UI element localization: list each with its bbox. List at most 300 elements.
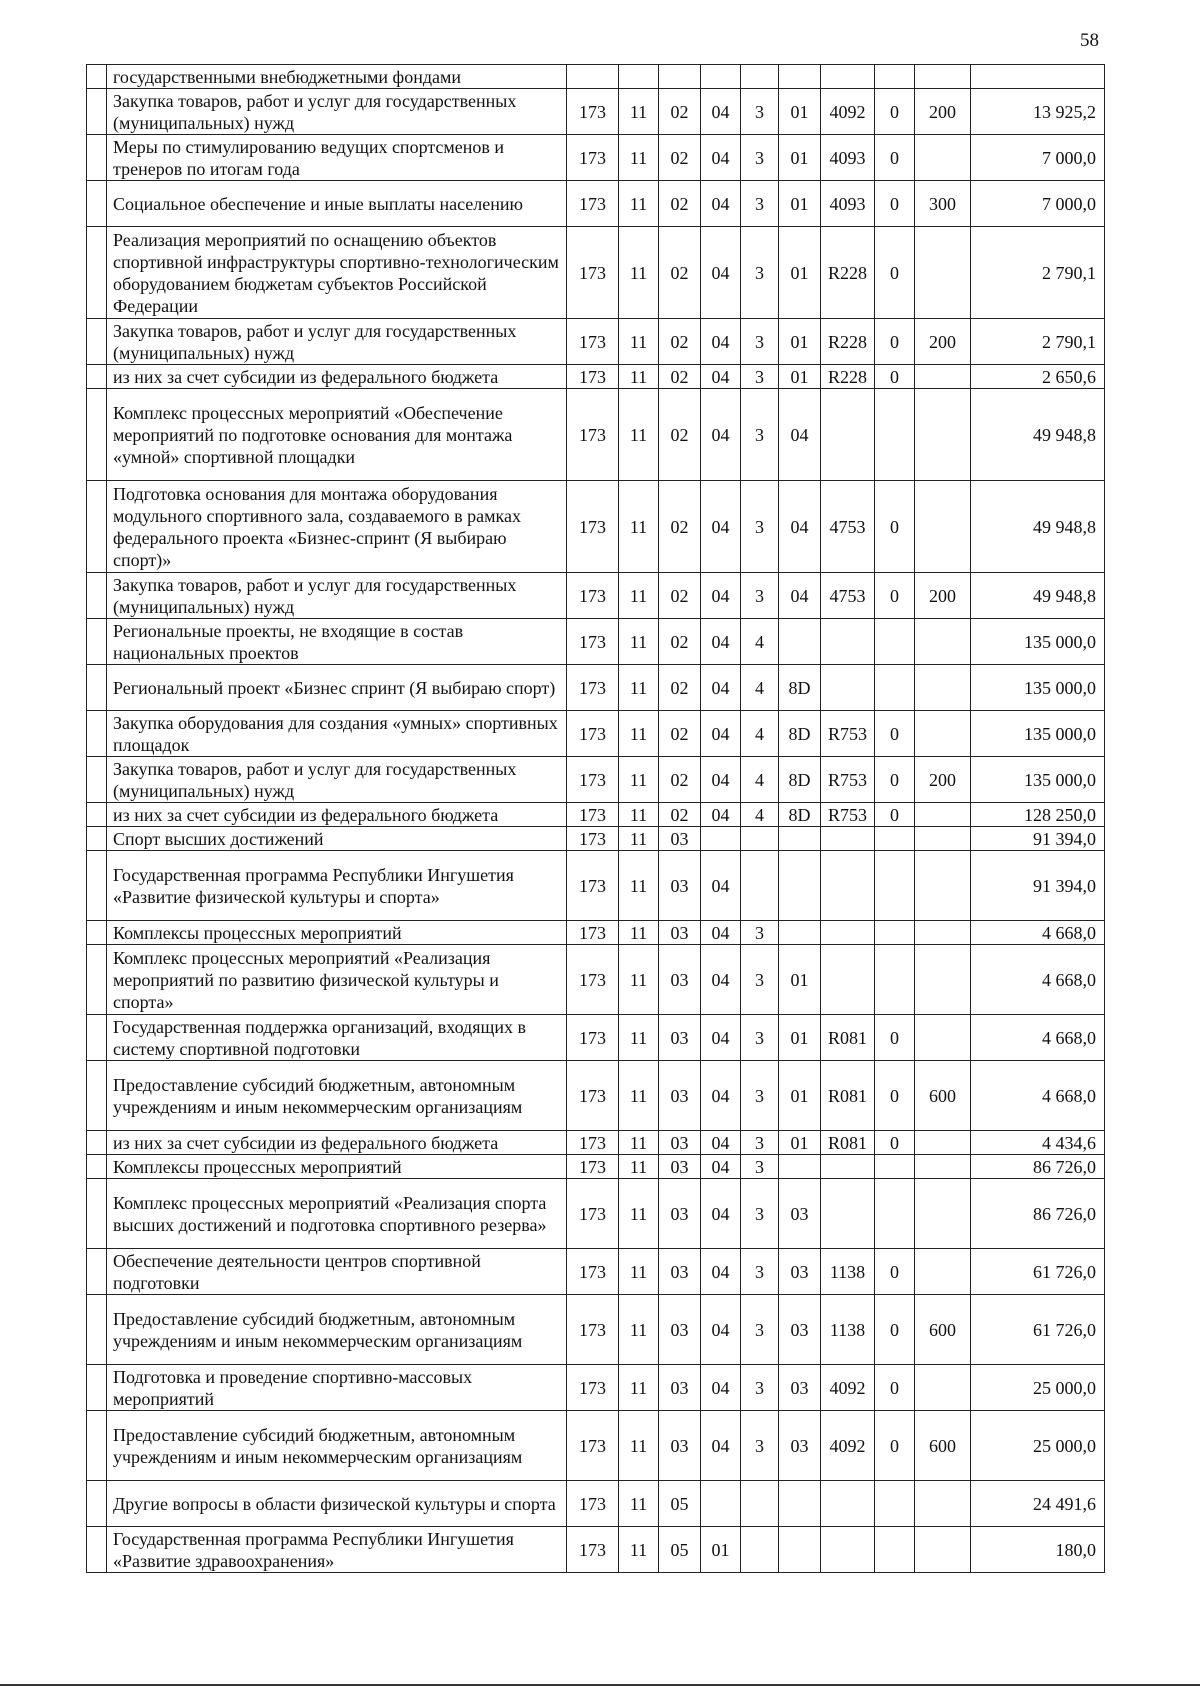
code-cell-c1: 173 xyxy=(567,803,619,827)
code-cell-c5: 3 xyxy=(741,945,779,1015)
row-amount: 4 668,0 xyxy=(971,921,1105,945)
code-cell-c8: 0 xyxy=(875,711,915,757)
code-cell-c2: 11 xyxy=(619,1155,659,1179)
code-cell-c9 xyxy=(915,1527,971,1573)
code-cell-c6 xyxy=(779,65,821,89)
code-cell-c1: 173 xyxy=(567,1481,619,1527)
code-cell-c8 xyxy=(875,1527,915,1573)
code-cell-c7 xyxy=(821,619,875,665)
code-cell-c3: 02 xyxy=(659,573,701,619)
code-cell-c8: 0 xyxy=(875,365,915,389)
code-cell-c5: 3 xyxy=(741,89,779,135)
row-index-cell xyxy=(87,945,107,1015)
row-name: Подготовка и проведение спортивно-массовых мероприятий xyxy=(107,1365,567,1411)
row-index-cell xyxy=(87,181,107,227)
code-cell-c5: 3 xyxy=(741,1061,779,1131)
code-cell-c9 xyxy=(915,1015,971,1061)
code-cell-c3 xyxy=(659,65,701,89)
code-cell-c1: 173 xyxy=(567,619,619,665)
row-name: Реализация мероприятий по оснащению объектов спортивной инфраструктуры спортивно-технологическим оборудованием бюджетам субъектов Российской Федерации xyxy=(107,227,567,319)
row-name: из них за счет субсидии из федерального бюджета xyxy=(107,365,567,389)
code-cell-c5 xyxy=(741,827,779,851)
row-name: Спорт высших достижений xyxy=(107,827,567,851)
code-cell-c5: 4 xyxy=(741,619,779,665)
code-cell-c5: 3 xyxy=(741,1155,779,1179)
table-row xyxy=(87,227,1105,319)
row-name: Государственная программа Республики Ингушетия «Развитие здравоохранения» xyxy=(107,1527,567,1573)
row-name: Комплексы процессных мероприятий xyxy=(107,1155,567,1179)
code-cell-c3: 03 xyxy=(659,1411,701,1481)
code-cell-c4: 04 xyxy=(701,1365,741,1411)
code-cell-c1: 173 xyxy=(567,1527,619,1573)
code-cell-c7: 4753 xyxy=(821,573,875,619)
code-cell-c7 xyxy=(821,1527,875,1573)
row-name: Государственная программа Республики Ингушетия «Развитие физической культуры и спорта» xyxy=(107,851,567,921)
row-index-cell xyxy=(87,481,107,573)
table-row xyxy=(87,389,1105,481)
code-cell-c4: 04 xyxy=(701,135,741,181)
code-cell-c2: 11 xyxy=(619,573,659,619)
row-name: Региональные проекты, не входящие в состав национальных проектов xyxy=(107,619,567,665)
code-cell-c8: 0 xyxy=(875,1131,915,1155)
code-cell-c4: 04 xyxy=(701,1249,741,1295)
code-cell-c5: 3 xyxy=(741,1131,779,1155)
code-cell-c2: 11 xyxy=(619,1131,659,1155)
code-cell-c3: 02 xyxy=(659,135,701,181)
row-amount: 135 000,0 xyxy=(971,757,1105,803)
code-cell-c5: 4 xyxy=(741,803,779,827)
code-cell-c7: 4092 xyxy=(821,89,875,135)
code-cell-c8 xyxy=(875,665,915,711)
code-cell-c3: 03 xyxy=(659,1015,701,1061)
code-cell-c1: 173 xyxy=(567,665,619,711)
code-cell-c9: 200 xyxy=(915,89,971,135)
code-cell-c8: 0 xyxy=(875,1411,915,1481)
code-cell-c4: 04 xyxy=(701,711,741,757)
code-cell-c8: 0 xyxy=(875,319,915,365)
code-cell-c7: 4753 xyxy=(821,481,875,573)
code-cell-c7 xyxy=(821,389,875,481)
row-name: Закупка товаров, работ и услуг для государственных (муниципальных) нужд xyxy=(107,319,567,365)
code-cell-c4: 04 xyxy=(701,945,741,1015)
code-cell-c6: 04 xyxy=(779,481,821,573)
row-index-cell xyxy=(87,1061,107,1131)
table-row xyxy=(87,827,1105,851)
code-cell-c8 xyxy=(875,1481,915,1527)
code-cell-c6: 01 xyxy=(779,319,821,365)
code-cell-c7: 4093 xyxy=(821,135,875,181)
code-cell-c3: 02 xyxy=(659,181,701,227)
code-cell-c6 xyxy=(779,1481,821,1527)
code-cell-c1: 173 xyxy=(567,851,619,921)
code-cell-c5: 3 xyxy=(741,921,779,945)
code-cell-c6: 03 xyxy=(779,1411,821,1481)
code-cell-c8 xyxy=(875,1155,915,1179)
code-cell-c9 xyxy=(915,135,971,181)
row-index-cell xyxy=(87,365,107,389)
table-row xyxy=(87,945,1105,1015)
code-cell-c7: R228 xyxy=(821,365,875,389)
code-cell-c8 xyxy=(875,1179,915,1249)
code-cell-c2: 11 xyxy=(619,319,659,365)
code-cell-c1: 173 xyxy=(567,1061,619,1131)
row-index-cell xyxy=(87,827,107,851)
row-index-cell xyxy=(87,65,107,89)
row-index-cell xyxy=(87,1365,107,1411)
code-cell-c2: 11 xyxy=(619,711,659,757)
code-cell-c1: 173 xyxy=(567,573,619,619)
row-index-cell xyxy=(87,1295,107,1365)
row-amount: 4 668,0 xyxy=(971,1015,1105,1061)
row-index-cell xyxy=(87,227,107,319)
code-cell-c4: 04 xyxy=(701,803,741,827)
code-cell-c4: 04 xyxy=(701,619,741,665)
budget-table xyxy=(86,64,1105,1573)
code-cell-c4: 04 xyxy=(701,1411,741,1481)
code-cell-c6: 8D xyxy=(779,757,821,803)
table-row xyxy=(87,1249,1105,1295)
code-cell-c6: 8D xyxy=(779,803,821,827)
code-cell-c6: 01 xyxy=(779,89,821,135)
row-index-cell xyxy=(87,711,107,757)
code-cell-c8: 0 xyxy=(875,1249,915,1295)
row-amount: 7 000,0 xyxy=(971,135,1105,181)
code-cell-c3: 03 xyxy=(659,1061,701,1131)
table-row xyxy=(87,1481,1105,1527)
bottom-rule xyxy=(0,1684,1200,1686)
code-cell-c9: 600 xyxy=(915,1411,971,1481)
code-cell-c3: 03 xyxy=(659,1295,701,1365)
code-cell-c1: 173 xyxy=(567,481,619,573)
code-cell-c4: 04 xyxy=(701,89,741,135)
code-cell-c7 xyxy=(821,851,875,921)
code-cell-c3: 02 xyxy=(659,757,701,803)
row-amount: 135 000,0 xyxy=(971,619,1105,665)
code-cell-c8: 0 xyxy=(875,1295,915,1365)
code-cell-c1: 173 xyxy=(567,89,619,135)
code-cell-c4: 04 xyxy=(701,573,741,619)
code-cell-c6 xyxy=(779,851,821,921)
code-cell-c3: 03 xyxy=(659,1179,701,1249)
code-cell-c5: 3 xyxy=(741,365,779,389)
code-cell-c7: R753 xyxy=(821,711,875,757)
code-cell-c6: 03 xyxy=(779,1179,821,1249)
code-cell-c4: 04 xyxy=(701,757,741,803)
code-cell-c4: 04 xyxy=(701,1015,741,1061)
code-cell-c5 xyxy=(741,851,779,921)
row-name: Комплекс процессных мероприятий «Обеспечение мероприятий по подготовке основания для монтажа «умной» спортивной площадки xyxy=(107,389,567,481)
table-row xyxy=(87,573,1105,619)
row-index-cell xyxy=(87,619,107,665)
code-cell-c5: 3 xyxy=(741,1179,779,1249)
code-cell-c1: 173 xyxy=(567,1365,619,1411)
code-cell-c9 xyxy=(915,365,971,389)
code-cell-c9 xyxy=(915,1481,971,1527)
code-cell-c2: 11 xyxy=(619,1365,659,1411)
code-cell-c2: 11 xyxy=(619,1015,659,1061)
code-cell-c6: 04 xyxy=(779,573,821,619)
code-cell-c3: 02 xyxy=(659,803,701,827)
table-row xyxy=(87,711,1105,757)
table-row xyxy=(87,89,1105,135)
code-cell-c1: 173 xyxy=(567,1179,619,1249)
code-cell-c9: 600 xyxy=(915,1061,971,1131)
code-cell-c9: 300 xyxy=(915,181,971,227)
code-cell-c1: 173 xyxy=(567,135,619,181)
row-index-cell xyxy=(87,851,107,921)
code-cell-c1: 173 xyxy=(567,945,619,1015)
code-cell-c8: 0 xyxy=(875,1061,915,1131)
table-row xyxy=(87,319,1105,365)
row-index-cell xyxy=(87,665,107,711)
row-name: Закупка товаров, работ и услуг для государственных (муниципальных) нужд xyxy=(107,573,567,619)
code-cell-c7 xyxy=(821,1155,875,1179)
code-cell-c9 xyxy=(915,711,971,757)
table-row xyxy=(87,619,1105,665)
code-cell-c9 xyxy=(915,665,971,711)
code-cell-c7: R753 xyxy=(821,757,875,803)
row-amount: 49 948,8 xyxy=(971,573,1105,619)
code-cell-c6: 8D xyxy=(779,711,821,757)
code-cell-c3: 02 xyxy=(659,227,701,319)
code-cell-c5: 3 xyxy=(741,1295,779,1365)
page-number: 58 xyxy=(1080,30,1099,51)
code-cell-c9 xyxy=(915,851,971,921)
code-cell-c5: 3 xyxy=(741,181,779,227)
row-index-cell xyxy=(87,921,107,945)
row-name: из них за счет субсидии из федерального бюджета xyxy=(107,803,567,827)
code-cell-c7 xyxy=(821,1481,875,1527)
code-cell-c6 xyxy=(779,619,821,665)
code-cell-c5: 3 xyxy=(741,1365,779,1411)
code-cell-c2: 11 xyxy=(619,1527,659,1573)
code-cell-c2: 11 xyxy=(619,1249,659,1295)
code-cell-c4: 04 xyxy=(701,1061,741,1131)
code-cell-c2: 11 xyxy=(619,135,659,181)
code-cell-c1: 173 xyxy=(567,1131,619,1155)
row-name: Комплекс процессных мероприятий «Реализация спорта высших достижений и подготовка спортивного резерва» xyxy=(107,1179,567,1249)
row-index-cell xyxy=(87,89,107,135)
row-name: из них за счет субсидии из федерального бюджета xyxy=(107,1131,567,1155)
code-cell-c5: 3 xyxy=(741,389,779,481)
code-cell-c2: 11 xyxy=(619,851,659,921)
code-cell-c6: 01 xyxy=(779,1131,821,1155)
code-cell-c8: 0 xyxy=(875,227,915,319)
code-cell-c8: 0 xyxy=(875,1365,915,1411)
row-amount: 91 394,0 xyxy=(971,827,1105,851)
code-cell-c5: 3 xyxy=(741,227,779,319)
code-cell-c9 xyxy=(915,1249,971,1295)
code-cell-c2: 11 xyxy=(619,803,659,827)
code-cell-c4: 04 xyxy=(701,319,741,365)
code-cell-c9 xyxy=(915,389,971,481)
row-index-cell xyxy=(87,319,107,365)
code-cell-c8 xyxy=(875,65,915,89)
code-cell-c6: 01 xyxy=(779,1015,821,1061)
code-cell-c7 xyxy=(821,921,875,945)
code-cell-c1: 173 xyxy=(567,1015,619,1061)
code-cell-c2: 11 xyxy=(619,1179,659,1249)
row-name: Закупка оборудования для создания «умных» спортивных площадок xyxy=(107,711,567,757)
code-cell-c5: 4 xyxy=(741,711,779,757)
code-cell-c2 xyxy=(619,65,659,89)
code-cell-c7: R228 xyxy=(821,227,875,319)
code-cell-c6: 8D xyxy=(779,665,821,711)
code-cell-c4: 04 xyxy=(701,851,741,921)
row-name: Меры по стимулированию ведущих спортсменов и тренеров по итогам года xyxy=(107,135,567,181)
code-cell-c9: 200 xyxy=(915,757,971,803)
code-cell-c6: 01 xyxy=(779,1061,821,1131)
row-index-cell xyxy=(87,1249,107,1295)
code-cell-c6 xyxy=(779,1155,821,1179)
row-amount: 13 925,2 xyxy=(971,89,1105,135)
code-cell-c4 xyxy=(701,827,741,851)
row-amount: 61 726,0 xyxy=(971,1295,1105,1365)
code-cell-c5: 3 xyxy=(741,481,779,573)
code-cell-c3: 03 xyxy=(659,1249,701,1295)
code-cell-c7: 4093 xyxy=(821,181,875,227)
code-cell-c9 xyxy=(915,65,971,89)
table-row xyxy=(87,65,1105,89)
table-body xyxy=(87,65,1105,1573)
code-cell-c1: 173 xyxy=(567,921,619,945)
code-cell-c3: 02 xyxy=(659,389,701,481)
code-cell-c9 xyxy=(915,227,971,319)
row-amount: 7 000,0 xyxy=(971,181,1105,227)
code-cell-c6: 01 xyxy=(779,945,821,1015)
row-amount: 4 668,0 xyxy=(971,945,1105,1015)
row-name: Государственная поддержка организаций, входящих в систему спортивной подготовки xyxy=(107,1015,567,1061)
code-cell-c7: 4092 xyxy=(821,1365,875,1411)
code-cell-c3: 02 xyxy=(659,481,701,573)
code-cell-c4: 04 xyxy=(701,181,741,227)
code-cell-c8 xyxy=(875,619,915,665)
code-cell-c1: 173 xyxy=(567,389,619,481)
row-index-cell xyxy=(87,1155,107,1179)
code-cell-c2: 11 xyxy=(619,227,659,319)
code-cell-c5: 4 xyxy=(741,757,779,803)
code-cell-c3: 05 xyxy=(659,1481,701,1527)
table-row xyxy=(87,921,1105,945)
row-index-cell xyxy=(87,135,107,181)
code-cell-c5 xyxy=(741,1527,779,1573)
code-cell-c2: 11 xyxy=(619,757,659,803)
code-cell-c9: 200 xyxy=(915,573,971,619)
code-cell-c4: 04 xyxy=(701,1179,741,1249)
code-cell-c1: 173 xyxy=(567,827,619,851)
code-cell-c8 xyxy=(875,921,915,945)
table-row xyxy=(87,181,1105,227)
code-cell-c4 xyxy=(701,65,741,89)
row-amount: 86 726,0 xyxy=(971,1155,1105,1179)
row-name: Предоставление субсидий бюджетным, автономным учреждениям и иным некоммерческим организациям xyxy=(107,1061,567,1131)
row-amount: 61 726,0 xyxy=(971,1249,1105,1295)
row-amount: 25 000,0 xyxy=(971,1411,1105,1481)
table-row xyxy=(87,1295,1105,1365)
code-cell-c6 xyxy=(779,827,821,851)
code-cell-c9 xyxy=(915,619,971,665)
code-cell-c4: 04 xyxy=(701,1131,741,1155)
code-cell-c1: 173 xyxy=(567,319,619,365)
code-cell-c6: 04 xyxy=(779,389,821,481)
code-cell-c3: 03 xyxy=(659,827,701,851)
code-cell-c8: 0 xyxy=(875,181,915,227)
table-row xyxy=(87,851,1105,921)
row-amount: 135 000,0 xyxy=(971,665,1105,711)
row-amount: 4 434,6 xyxy=(971,1131,1105,1155)
row-amount xyxy=(971,65,1105,89)
row-amount: 25 000,0 xyxy=(971,1365,1105,1411)
row-name: Комплексы процессных мероприятий xyxy=(107,921,567,945)
row-amount: 180,0 xyxy=(971,1527,1105,1573)
row-amount: 128 250,0 xyxy=(971,803,1105,827)
table-row xyxy=(87,1527,1105,1573)
row-name: Предоставление субсидий бюджетным, автономным учреждениям и иным некоммерческим организациям xyxy=(107,1411,567,1481)
table-row xyxy=(87,1131,1105,1155)
code-cell-c5: 3 xyxy=(741,573,779,619)
code-cell-c5: 3 xyxy=(741,1411,779,1481)
code-cell-c7 xyxy=(821,945,875,1015)
code-cell-c5: 3 xyxy=(741,319,779,365)
row-amount: 86 726,0 xyxy=(971,1179,1105,1249)
code-cell-c7 xyxy=(821,827,875,851)
code-cell-c4: 01 xyxy=(701,1527,741,1573)
code-cell-c8 xyxy=(875,389,915,481)
code-cell-c8: 0 xyxy=(875,135,915,181)
code-cell-c9: 600 xyxy=(915,1295,971,1365)
code-cell-c5 xyxy=(741,65,779,89)
row-amount: 91 394,0 xyxy=(971,851,1105,921)
code-cell-c7: R081 xyxy=(821,1015,875,1061)
code-cell-c7: 1138 xyxy=(821,1295,875,1365)
row-amount: 4 668,0 xyxy=(971,1061,1105,1131)
table-row xyxy=(87,1015,1105,1061)
code-cell-c9 xyxy=(915,945,971,1015)
code-cell-c9 xyxy=(915,1155,971,1179)
row-index-cell xyxy=(87,1411,107,1481)
row-name: Подготовка основания для монтажа оборудования модульного спортивного зала, создаваемого в рамках федерального проекта «Бизнес-спринт (Я выбираю спорт)» xyxy=(107,481,567,573)
code-cell-c6: 01 xyxy=(779,227,821,319)
code-cell-c2: 11 xyxy=(619,89,659,135)
table-row xyxy=(87,757,1105,803)
table-row xyxy=(87,1061,1105,1131)
code-cell-c6: 03 xyxy=(779,1295,821,1365)
code-cell-c3: 02 xyxy=(659,319,701,365)
code-cell-c9 xyxy=(915,803,971,827)
code-cell-c8 xyxy=(875,851,915,921)
table-row xyxy=(87,1411,1105,1481)
code-cell-c4: 04 xyxy=(701,665,741,711)
code-cell-c7: R081 xyxy=(821,1061,875,1131)
table-row xyxy=(87,1365,1105,1411)
code-cell-c2: 11 xyxy=(619,389,659,481)
row-index-cell xyxy=(87,1527,107,1573)
code-cell-c1: 173 xyxy=(567,757,619,803)
code-cell-c6 xyxy=(779,1527,821,1573)
code-cell-c6: 03 xyxy=(779,1249,821,1295)
row-amount: 49 948,8 xyxy=(971,481,1105,573)
code-cell-c6: 01 xyxy=(779,135,821,181)
code-cell-c3: 02 xyxy=(659,619,701,665)
code-cell-c3: 03 xyxy=(659,921,701,945)
code-cell-c4: 04 xyxy=(701,389,741,481)
row-name: Другие вопросы в области физической культуры и спорта xyxy=(107,1481,567,1527)
code-cell-c3: 03 xyxy=(659,1155,701,1179)
table-row xyxy=(87,481,1105,573)
code-cell-c6: 01 xyxy=(779,181,821,227)
code-cell-c2: 11 xyxy=(619,1481,659,1527)
row-amount: 135 000,0 xyxy=(971,711,1105,757)
